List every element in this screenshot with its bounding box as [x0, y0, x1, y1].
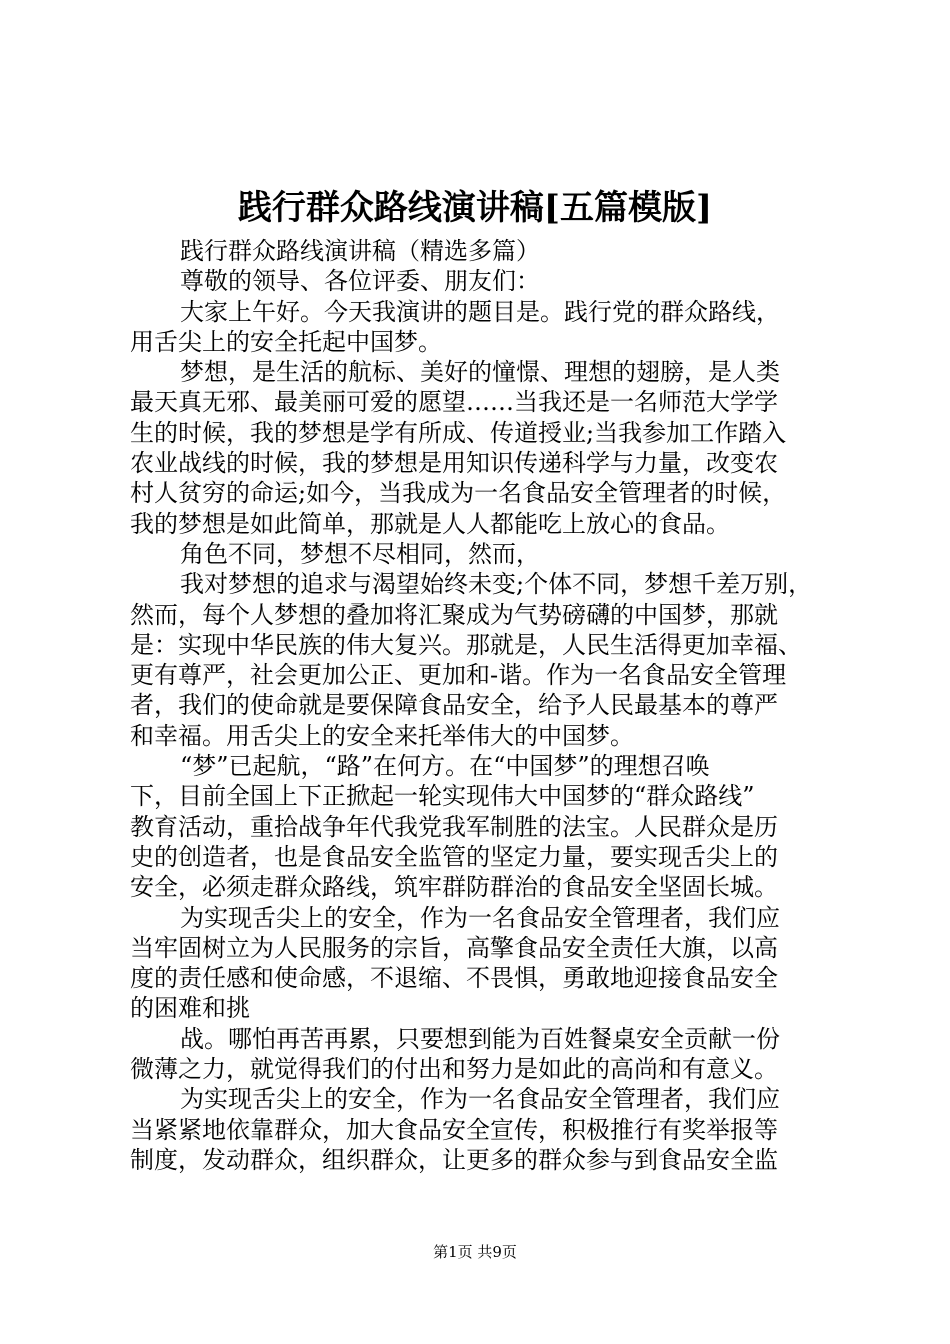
- text-line: 微薄之力，就觉得我们的付出和努力是如此的高尚和有意义。: [130, 1055, 778, 1084]
- text-line: 为实现舌尖上的安全，作为一名食品安全管理者，我们应: [180, 1085, 780, 1114]
- text-line: 和幸福。用舌尖上的安全来托举伟大的中国梦。: [130, 721, 634, 750]
- text-line: 安全，必须走群众路线，筑牢群防群治的食品安全坚固长城。: [130, 873, 778, 902]
- text-line: 史的创造者，也是食品安全监管的坚定力量，要实现舌尖上的: [130, 842, 778, 871]
- page-footer: 第1页 共9页: [433, 1243, 517, 1261]
- text-line: 梦想，是生活的航标、美好的憧憬、理想的翅膀，是人类: [180, 358, 780, 387]
- text-line: 是：实现中华民族的伟大复兴。那就是，人民生活得更加幸福、: [130, 630, 802, 659]
- text-line: 然而，每个人梦想的叠加将汇聚成为气势磅礴的中国梦，那就: [130, 600, 778, 629]
- text-line: 我的梦想是如此简单，那就是人人都能吃上放心的食品。: [130, 509, 730, 538]
- text-line: 最天真无邪、最美丽可爱的愿望……当我还是一名师范大学学: [130, 388, 778, 417]
- text-line: 者，我们的使命就是要保障食品安全，给予人民最基本的尊严: [130, 691, 778, 720]
- document-title: 践行群众路线演讲稿[五篇模版]: [237, 188, 713, 228]
- text-line: 角色不同，梦想不尽相同，然而，: [180, 539, 540, 568]
- text-line: 制度，发动群众，组织群众，让更多的群众参与到食品安全监: [130, 1145, 778, 1174]
- text-line: 度的责任感和使命感，不退缩、不畏惧，勇敢地迎接食品安全: [130, 964, 778, 993]
- text-line: 下，目前全国上下正掀起一轮实现伟大中国梦的“群众路线”: [130, 782, 755, 811]
- text-line: 农业战线的时候，我的梦想是用知识传递科学与力量，改变农: [130, 449, 778, 478]
- text-line: 当牢固树立为人民服务的宗旨，高擎食品安全责任大旗，以高: [130, 933, 778, 962]
- text-line: 生的时候，我的梦想是学有所成、传道授业;当我参加工作踏入: [130, 418, 787, 447]
- text-line: 我对梦想的追求与渴望始终未变;个体不同，梦想千差万别，: [180, 570, 813, 599]
- text-line: 战。哪怕再苦再累，只要想到能为百姓餐桌安全贡献一份: [180, 1024, 780, 1053]
- text-line: 村人贫穷的命运;如今，当我成为一名食品安全管理者的时候，: [130, 479, 787, 508]
- text-line: 尊敬的领导、各位评委、朋友们：: [180, 267, 540, 296]
- text-line: “梦”已起航，“路”在何方。在“中国梦”的理想召唤: [180, 752, 710, 781]
- text-line: 大家上午好。今天我演讲的题目是。践行党的群众路线，: [180, 297, 780, 326]
- text-line: 践行群众路线演讲稿（精选多篇）: [180, 237, 540, 265]
- text-line: 当紧紧地依靠群众，加大食品安全宣传，积极推行有奖举报等: [130, 1115, 778, 1144]
- text-line: 用舌尖上的安全托起中国梦。: [130, 327, 442, 356]
- text-line: 更有尊严，社会更加公正、更加和-谐。作为一名食品安全管理: [130, 661, 787, 690]
- text-line: 的困难和挑: [130, 994, 250, 1023]
- text-line: 教育活动，重拾战争年代我党我军制胜的法宝。人民群众是历: [130, 812, 778, 841]
- document-body: [130, 236, 830, 1175]
- text-line: 为实现舌尖上的安全，作为一名食品安全管理者，我们应: [180, 903, 780, 932]
